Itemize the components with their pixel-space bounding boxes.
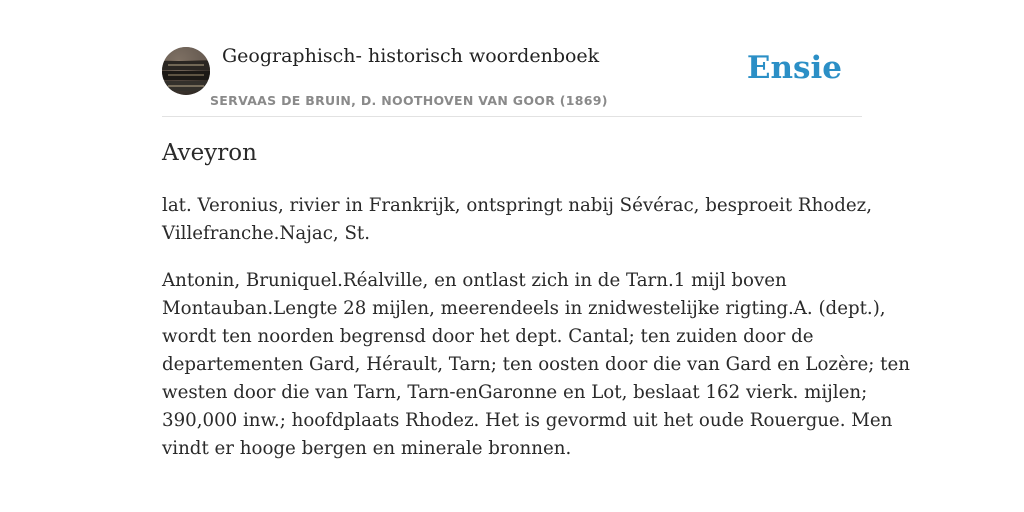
brand-logo[interactable]: Ensie [746,50,842,86]
entry-definition [162,192,910,482]
entry-term: Aveyron [162,140,257,166]
book-header [162,0,862,117]
book-title[interactable]: Geographisch- historisch woordenboek [222,45,600,67]
book-author: SERVAAS DE BRUIN, D. NOOTHOVEN VAN GOOR (1869) [210,93,608,108]
book-cover-image[interactable] [162,47,210,95]
page-content [162,0,910,459]
definition-line: Montauban.Lengte 28 mijlen, meerendeels in znidwestelijke rigting.A. (dept.), [162,298,886,319]
definition-paragraph [162,267,910,463]
definition-line: vindt er hooge bergen en minerale bronnen. [162,438,572,459]
definition-line: wordt ten noorden begrensd door het dept. Cantal; ten zuiden door de [162,326,814,347]
definition-line: westen door die van Tarn, Tarn-enGaronne en Lot, beslaat 162 vierk. mijlen; [162,382,868,403]
definition-line: Antonin, Bruniquel.Réalville, en ontlast zich in de Tarn.1 mijl boven [162,270,787,291]
definition-line: 390,000 inw.; hoofdplaats Rhodez. Het is gevormd uit het oude Rouergue. Men [162,410,893,431]
definition-line: departementen Gard, Hérault, Tarn; ten oosten door die van Gard en Lozère; ten [162,354,910,375]
definition-line: lat. Veronius, rivier in Frankrijk, ontspringt nabij Sévérac, besproeit Rhodez, [162,195,873,216]
definition-line: Villefranche.Najac, St. [162,223,370,244]
book-spines-icon [162,47,210,95]
definition-paragraph [162,192,873,248]
